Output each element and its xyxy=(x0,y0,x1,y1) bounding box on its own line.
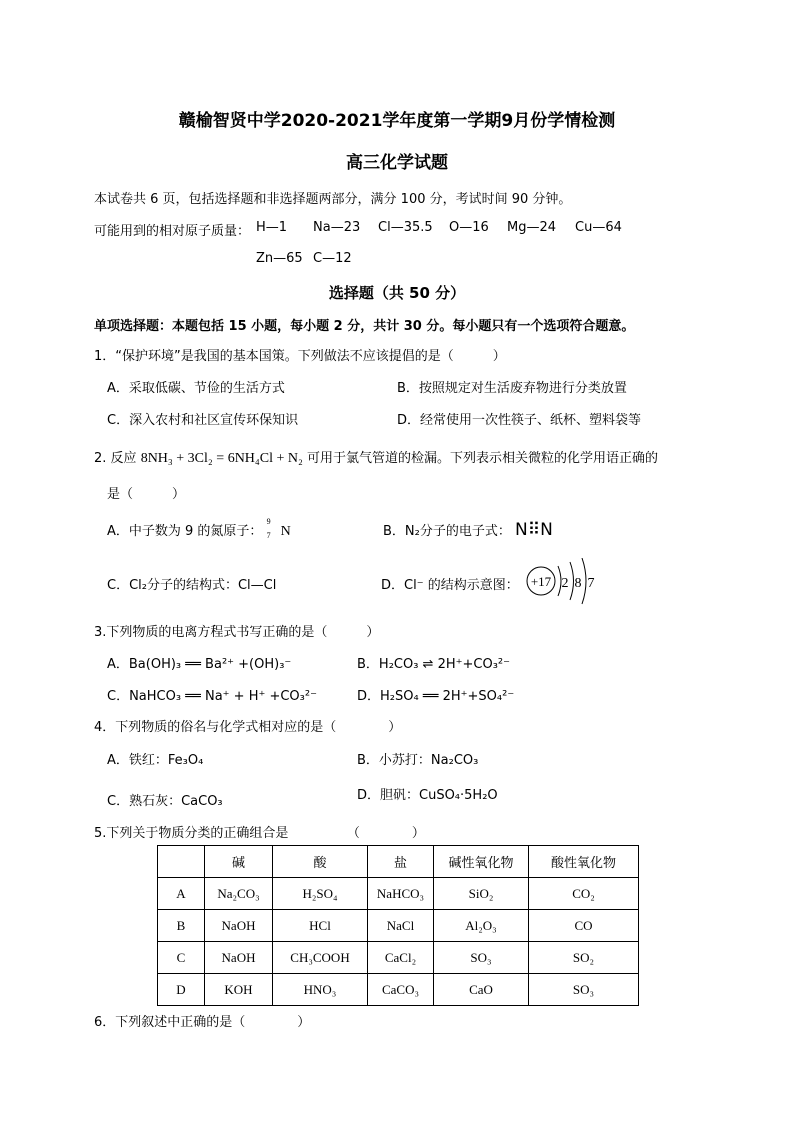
table-cell: CaO xyxy=(434,974,529,1006)
table-header-cell xyxy=(158,846,205,878)
q4-option-c: C．熟石灰：CaCO₃ xyxy=(107,794,223,809)
q2-electron-formula: N⠿N xyxy=(515,520,553,540)
table-cell: SO₃ xyxy=(434,942,529,974)
q3-option-a: A．Ba(OH)₃ ══ Ba²⁺ +(OH)₃⁻ xyxy=(107,657,292,672)
table-cell: HCl xyxy=(273,910,368,942)
atomic-mass-mg: Mg—24 xyxy=(507,220,557,235)
q2-option-d: D．Cl⁻ 的结构示意图： xyxy=(381,578,519,593)
q2-nuclide-atomic: 7 xyxy=(266,530,271,540)
table-cell: CO₂ xyxy=(529,878,639,910)
q1-option-a: A．采取低碳、节俭的生活方式 xyxy=(107,381,285,396)
q2-stem-line1 xyxy=(94,447,658,467)
table-cell: SO₂ xyxy=(529,942,639,974)
q2-option-c: C．Cl₂分子的结构式：Cl—Cl xyxy=(107,578,277,593)
table-cell: CaCl₂ xyxy=(368,942,434,974)
table-header-row xyxy=(158,846,639,878)
table-row xyxy=(158,942,639,974)
q2-option-a-text: A．中子数为 9 的氮原子： xyxy=(107,524,263,539)
table-cell: B xyxy=(158,910,205,942)
table-header-cell: 碱性氧化物 xyxy=(434,846,529,878)
q3-stem: 3.下列物质的电离方程式书写正确的是（ ） xyxy=(94,625,380,640)
table-cell: SiO₂ xyxy=(434,878,529,910)
shell-count-1: 2 xyxy=(561,576,569,591)
q5-classification-table xyxy=(157,845,639,1006)
shell-arc-2 xyxy=(570,562,574,600)
section-instruction: 单项选择题：本题包括 15 小题，每小题 2 分，共计 30 分。每小题只有一个选项符合题意。 xyxy=(94,319,635,334)
table-cell: SO₃ xyxy=(529,974,639,1006)
atomic-mass-label: 可能用到的相对原子质量： xyxy=(94,224,251,239)
table-cell: NaCl xyxy=(368,910,434,942)
table-header-cell: 酸性氧化物 xyxy=(529,846,639,878)
shell-count-3: 7 xyxy=(587,576,595,591)
table-header-cell: 盐 xyxy=(368,846,434,878)
table-cell: H₂SO₄ xyxy=(273,878,368,910)
table-cell: Na₂CO₃ xyxy=(205,878,273,910)
table-row xyxy=(158,974,639,1006)
table-cell: Al₂O₃ xyxy=(434,910,529,942)
q2-nuclide-mass: 9 xyxy=(266,516,271,526)
section-title: 选择题（共 50 分） xyxy=(328,284,466,302)
q2-stem-pre: 2. 反应 xyxy=(94,451,137,466)
exam-intro: 本试卷共 6 页，包括选择题和非选择题两部分，满分 100 分，考试时间 90 分钟。 xyxy=(94,192,572,207)
q4-stem: 4．下列物质的俗名与化学式相对应的是（ ） xyxy=(94,720,402,735)
atomic-mass-cu: Cu—64 xyxy=(575,220,622,235)
table-header-cell: 碱 xyxy=(205,846,273,878)
q5-stem: 5.下列关于物质分类的正确组合是 （ ） xyxy=(94,826,425,841)
table-row xyxy=(158,910,639,942)
table-cell: CaCO₃ xyxy=(368,974,434,1006)
table-cell: KOH xyxy=(205,974,273,1006)
atomic-mass-h: H—1 xyxy=(256,220,288,235)
q2-option-b xyxy=(383,520,553,540)
q2-equation: 8NH₃ + 3Cl₂ = 6NH₄Cl + N₂ xyxy=(140,451,303,466)
q2-stem-post: 可用于氯气管道的检漏。下列表示相关微粒的化学用语正确的 xyxy=(307,451,659,466)
q4-option-d: D．胆矾：CuSO₄·5H₂O xyxy=(357,788,498,803)
nucleus-charge: +17 xyxy=(530,574,552,589)
q2-nuclide xyxy=(266,516,281,541)
q1-stem: 1．“保护环境”是我国的基本国策。下列做法不应该提倡的是（ ） xyxy=(94,349,506,364)
table-cell: CO xyxy=(529,910,639,942)
q3-option-d: D．H₂SO₄ ══ 2H⁺+SO₄²⁻ xyxy=(357,689,515,704)
q2-option-b-text: B．N₂分子的电子式： xyxy=(383,524,511,539)
q2-option-a xyxy=(107,516,291,541)
q1-option-c: C．深入农村和社区宣传环保知识 xyxy=(107,413,299,428)
q2-nuclide-symbol: N xyxy=(280,524,291,539)
q4-option-a: A．铁红：Fe₃O₄ xyxy=(107,753,204,768)
exam-title: 赣榆智贤中学2020-2021学年度第一学期9月份学情检测 xyxy=(178,111,616,131)
q4-option-b: B．小苏打：Na₂CO₃ xyxy=(357,753,479,768)
q6-stem: 6．下列叙述中正确的是（ ） xyxy=(94,1015,311,1030)
q1-option-d: D．经常使用一次性筷子、纸杯、塑料袋等 xyxy=(397,413,642,428)
table-cell: HNO₃ xyxy=(273,974,368,1006)
table-row xyxy=(158,878,639,910)
q3-option-b: B．H₂CO₃ ⇌ 2H⁺+CO₃²⁻ xyxy=(357,657,510,672)
table-cell: A xyxy=(158,878,205,910)
atomic-mass-zn: Zn—65 xyxy=(256,251,303,266)
shell-arc-3 xyxy=(582,558,586,604)
q2-cl-structure-diagram xyxy=(524,558,604,608)
table-header-cell: 酸 xyxy=(273,846,368,878)
atomic-mass-cl: Cl—35.5 xyxy=(378,220,433,235)
table-cell: NaOH xyxy=(205,942,273,974)
atomic-mass-o: O—16 xyxy=(449,220,489,235)
table-cell: NaOH xyxy=(205,910,273,942)
q3-option-c: C．NaHCO₃ ══ Na⁺ + H⁺ +CO₃²⁻ xyxy=(107,689,317,704)
atomic-mass-na: Na—23 xyxy=(313,220,361,235)
shell-count-2: 8 xyxy=(574,576,582,591)
exam-subtitle: 高三化学试题 xyxy=(346,153,448,173)
q1-option-b: B．按照规定对生活废弃物进行分类放置 xyxy=(397,381,627,396)
table-cell: C xyxy=(158,942,205,974)
table-cell: NaHCO₃ xyxy=(368,878,434,910)
atomic-mass-c: C—12 xyxy=(313,251,352,266)
table-cell: D xyxy=(158,974,205,1006)
table-cell: CH₃COOH xyxy=(273,942,368,974)
q2-stem-line2: 是（ ） xyxy=(107,487,186,502)
